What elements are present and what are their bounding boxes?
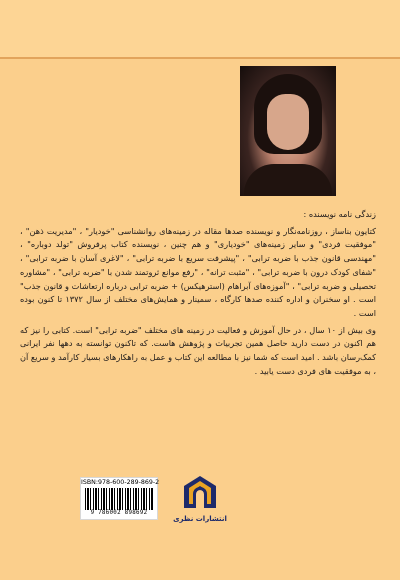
isbn-barcode — [80, 477, 158, 520]
band-divider — [0, 57, 400, 59]
top-band — [0, 0, 400, 58]
biography-paragraph-2: وی بیش از ۱۰ سال ، در حال آموزش و فعالیت در زمینه های مختلف "ضربه ترابی" است. کتابی را نیز که هم اکنون در دست دارید حاصل همین تجربیات و پژوهش هاست. که تاکنون توانسته به دهها نفر ایرانی کمک‌رسان باشد . امید است که شما نیز با مطالعه این کتاب و عمل به راهکارهای بسیار کارآمد و سریع آن ، به موفقیت های فردی دست یابید . — [20, 324, 376, 376]
barcode-bars — [85, 488, 153, 510]
isbn-text: ISBN:978-600-289-869-2 — [81, 479, 160, 486]
biography-paragraph-1: کتایون بناساز ، روزنامه‌نگار و نویسنده صدها مقاله در زمینه‌های روانشناسی "خودیار" ، "مدیریت ذهن" ، "موفقیت فردی" و سایر زمینه‌های "خودیاری" و هم چنین ، نویسنده کتاب پرفروش "تولد دوباره" ، "مهندسی قانون جذب با ضربه ترابی" ، "پیشرفت سریع با ضربه ترابی" ، "لاغری آسان با ضربه ترابی" ، "شفای کودک درون با ضربه ترابی" ، "مثبت ترانه" ، "رفع موانع ثروتمند شدن با "ضربه ترابی" ، "مشاوره تحصیلی و ضربه ترابی" ، "آموزه‌های آبراهام (استرهیکس) + ضربه ترابی درباره ارتعاشات و قانون جذب" است . او سخنران و اداره کننده صدها کارگاه ، سمینار و همایش‌های مختلف از سال ۱۳۷۲ تا کنون بوده است . — [20, 225, 376, 318]
author-photo-face — [267, 94, 309, 150]
barcode-number: 9 786002 898692 — [90, 510, 148, 516]
author-photo — [240, 66, 336, 196]
biography-heading: زندگی نامه نویسنده : — [303, 209, 376, 219]
author-photo-shoulders — [244, 164, 332, 196]
publisher-name: انتشارات نظری — [173, 515, 227, 523]
author-biography — [20, 208, 376, 378]
publisher-logo-icon — [182, 474, 218, 512]
